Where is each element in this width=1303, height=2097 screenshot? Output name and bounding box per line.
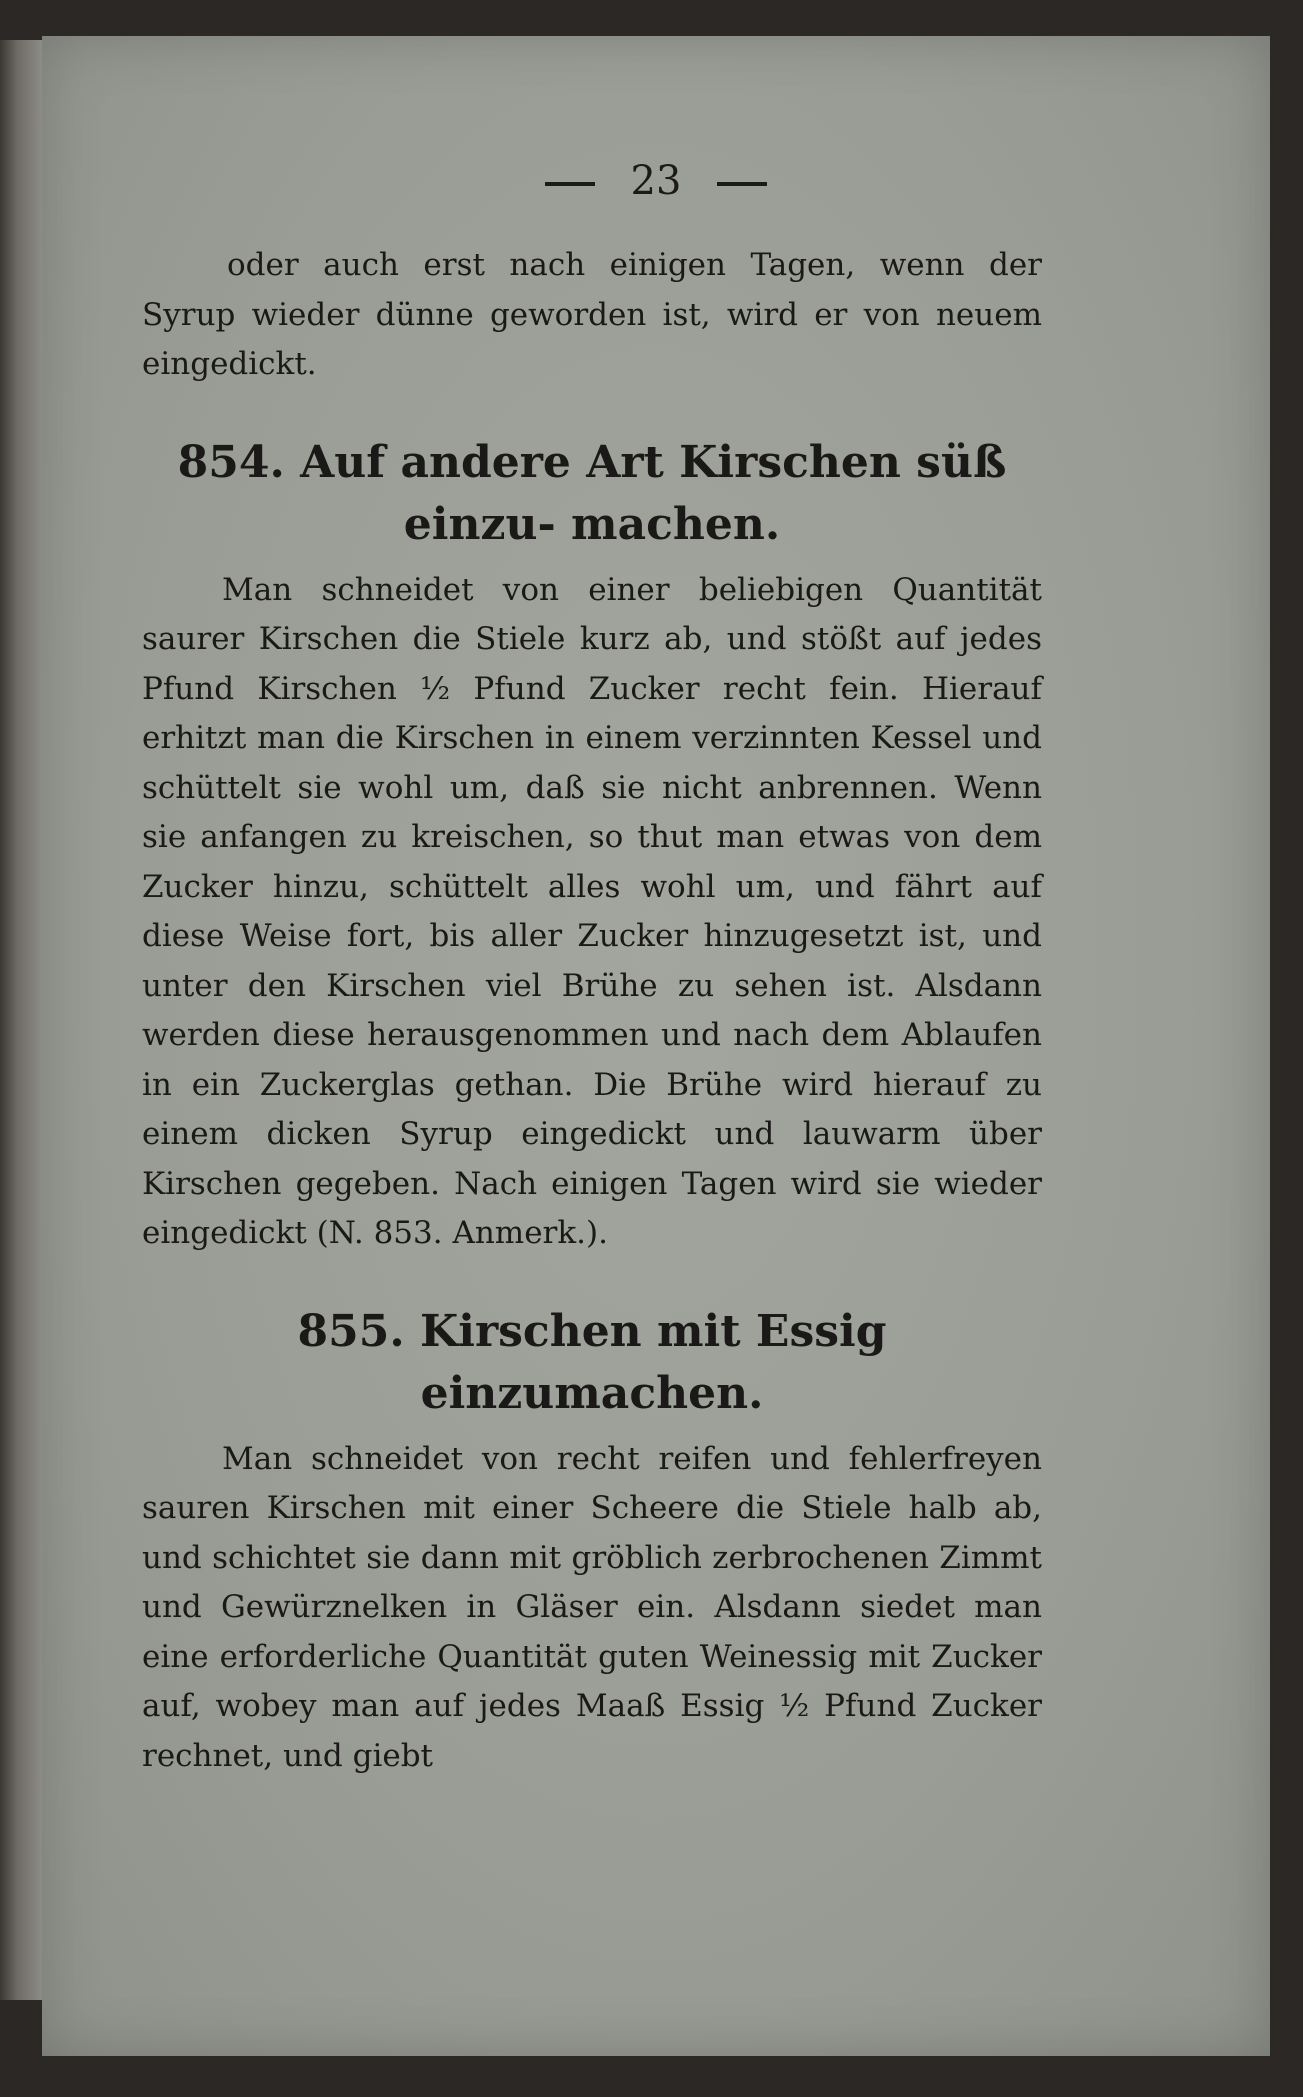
section-854-body: Man schneidet von einer beliebigen Quantität saurer Kirschen die Stiele kurz ab, und stößt auf jedes Pfund Kirschen ½ Pfund Zucker recht fein. Hierauf erhitzt man die Kirschen in einem verzinnten Kessel und schüttelt sie wohl um, daß sie nicht anbrennen. Wenn sie anfangen zu kreischen, so thut man etwas von dem Zucker hinzu, schüttelt alles wohl um, und fährt auf diese Weise fort, bis aller Zucker hinzugesetzt ist, und unter den Kirschen viel Brühe zu sehen ist. Alsdann werden diese herausgenommen und nach dem Ablaufen in ein Zuckerglas gethan. Die Brühe wird hierauf zu einem dicken Syrup eingedickt und lauwarm über Kirschen gegeben. Nach einigen Tagen wird sie wieder eingedickt (N. 853. Anmerk.). <box>142 571 1042 1251</box>
header-dash-right <box>717 182 767 186</box>
section-854-heading: 854. Auf andere Art Kirschen süß einzu- machen. <box>177 436 1007 550</box>
page-text <box>142 241 1042 1781</box>
page-header <box>42 158 1270 204</box>
section-855-body: Man schneidet von recht reifen und fehlerfreyen sauren Kirschen mit einer Scheere die Stiele halb ab, und schichtet sie dann mit gröblich zerbrochenen Zimmt und Gewürznelken in Gläser ein. Alsdann siedet man eine erforderliche Quantität guten Weinessig mit Zucker auf, wobey man auf jedes Maaß Essig ½ Pfund Zucker rechnet, und giebt <box>142 1440 1042 1774</box>
continuation-paragraph: oder auch erst nach einigen Tagen, wenn der Syrup wieder dünne geworden ist, wird er von neuem eingedickt. <box>142 247 1042 382</box>
page-number: 23 <box>630 158 682 204</box>
section-855-heading: 855. Kirschen mit Essig einzumachen. <box>297 1305 887 1419</box>
book-page <box>42 36 1270 2056</box>
facing-page-edge <box>0 40 42 2000</box>
header-dash-left <box>545 182 595 186</box>
